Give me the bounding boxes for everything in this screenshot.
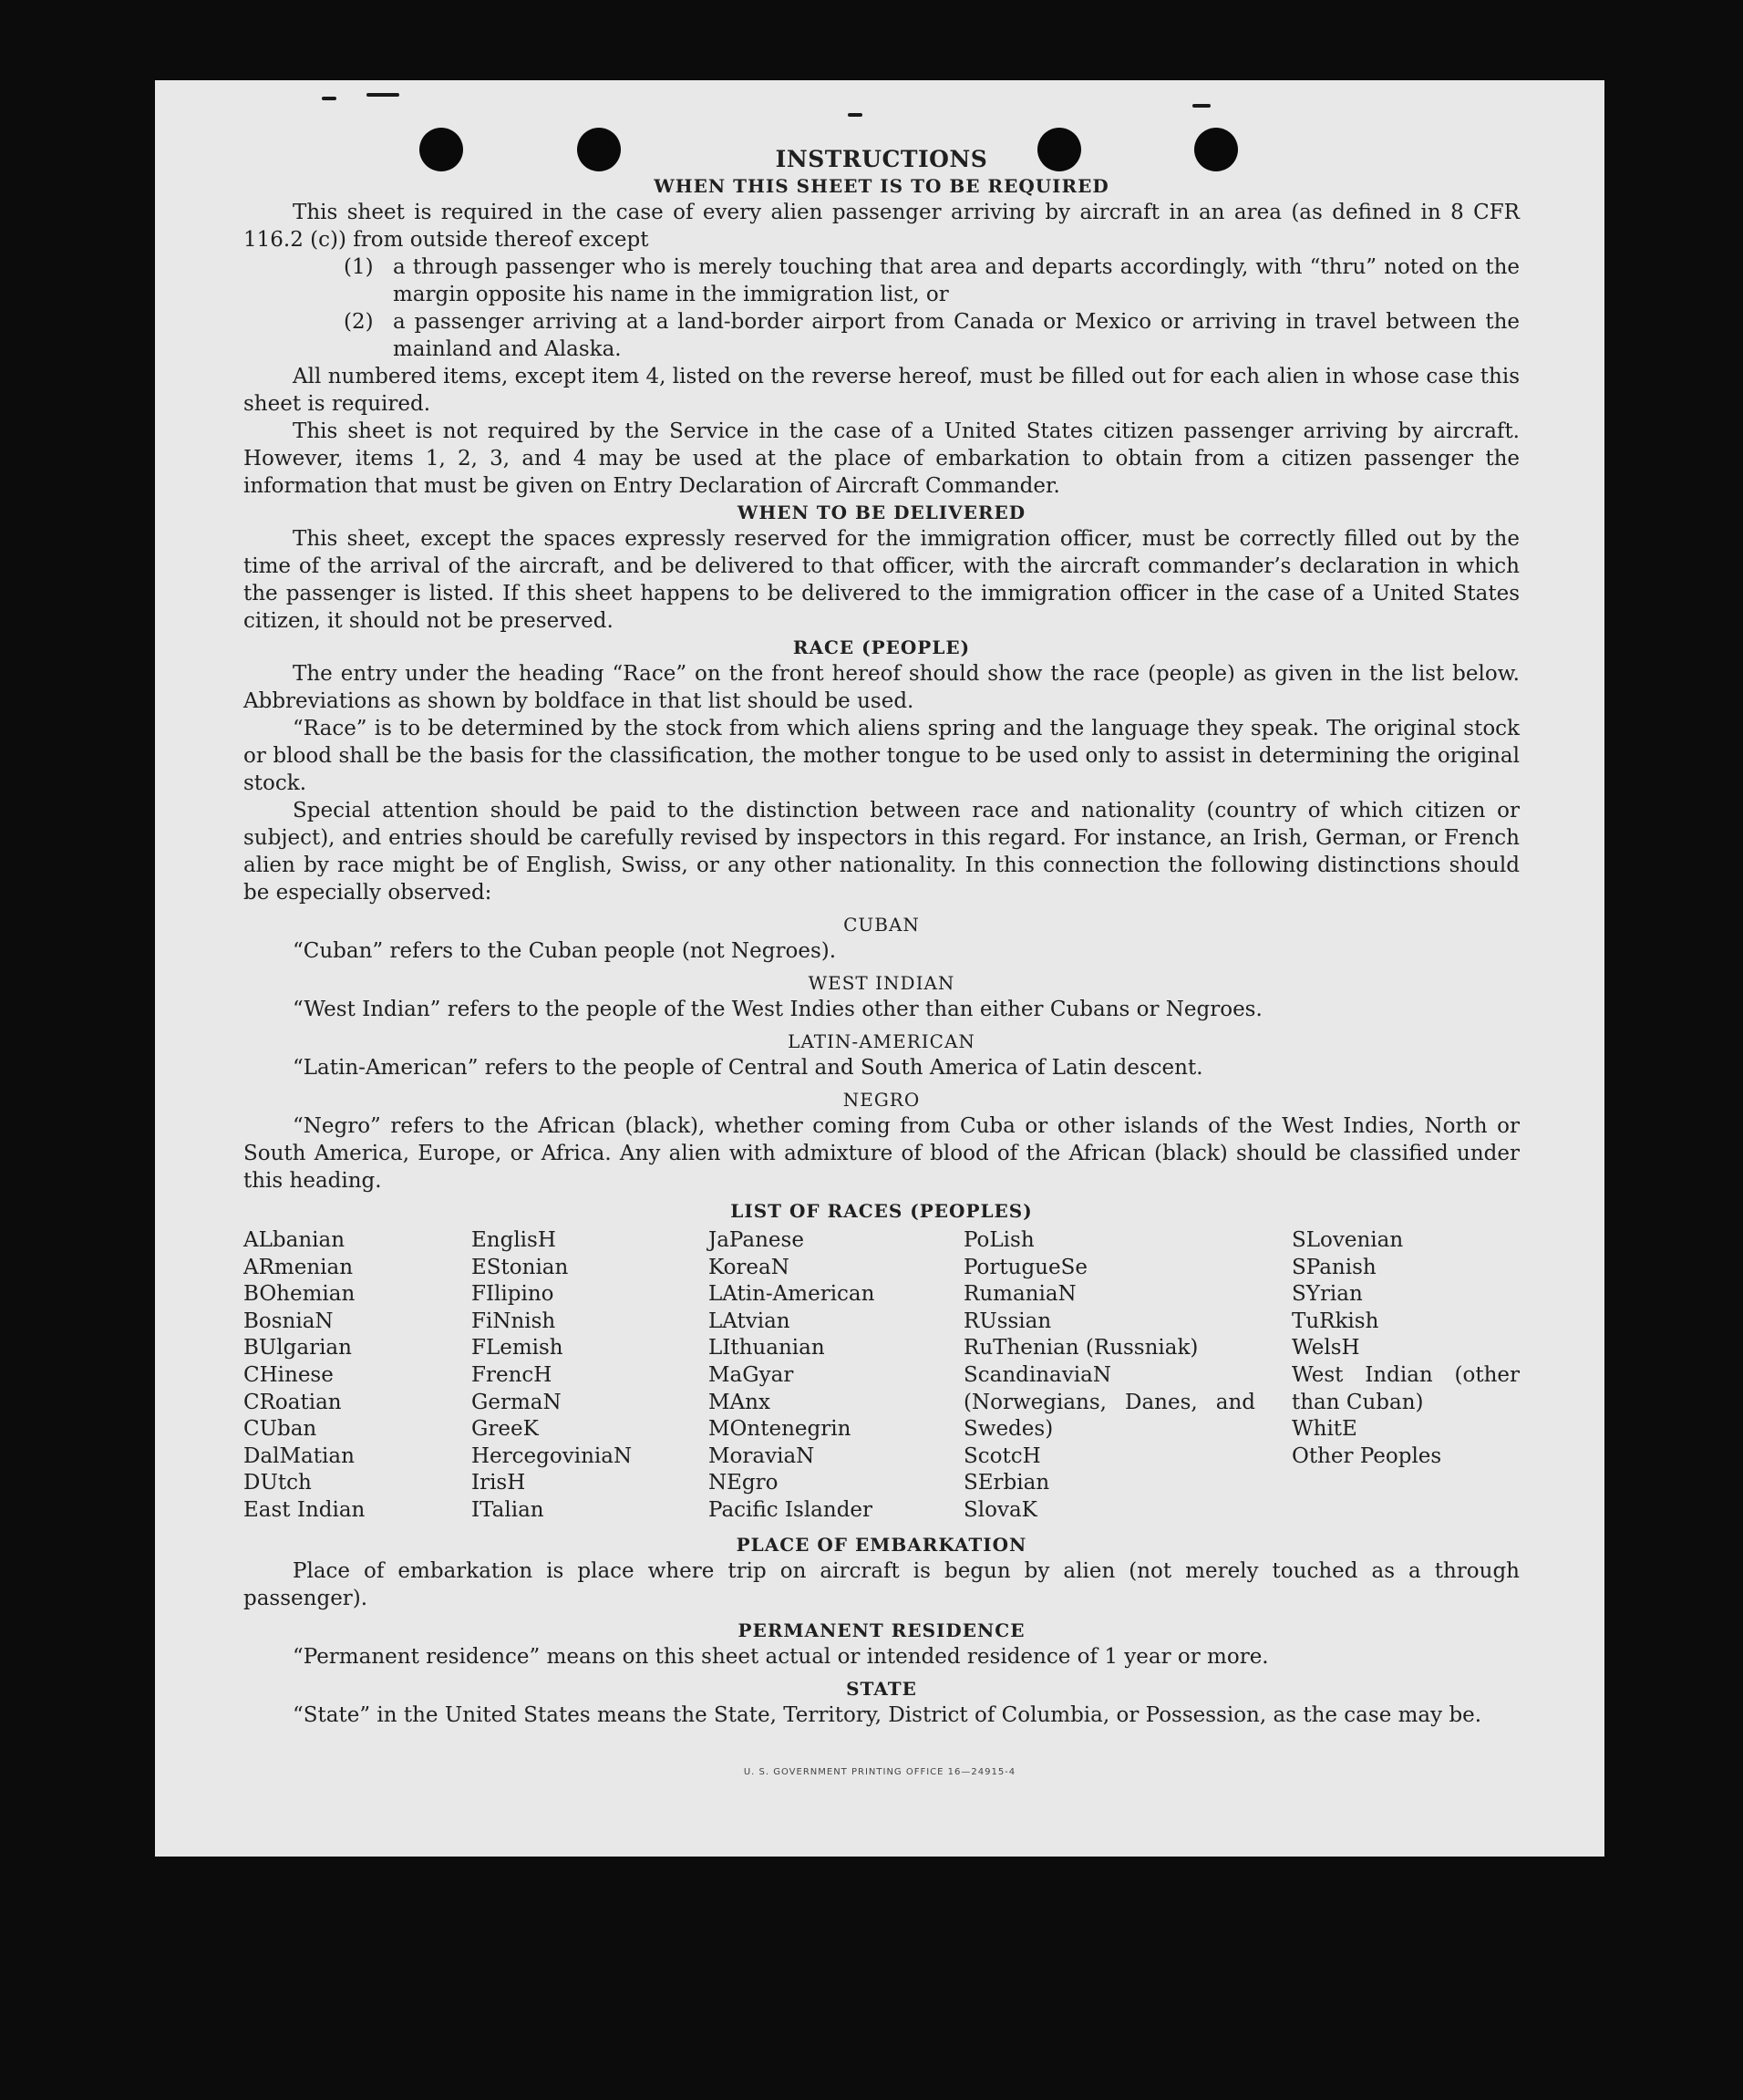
race-entry: Pacific Islander [708, 1497, 873, 1522]
race-entry: East Indian [243, 1497, 366, 1522]
race-para-3: Special attention should be paid to the distinction between race and nationality (country of which citizen or subject), and entries should be carefully revised by inspectors in this regard. For instance, an Irish, German, or French alien by race might be of English, Swiss, or any other nationality. In this connection the following distinctions should be especially observed: [243, 799, 1520, 905]
race-entry: JaPanese [708, 1228, 804, 1252]
scan-speck [848, 113, 862, 117]
cuban-para: “Cuban” refers to the Cuban people (not Negroes). [293, 939, 837, 963]
race-entry: ScotcH [964, 1443, 1041, 1468]
section-heading-residence: PERMANENT RESIDENCE [737, 1619, 1026, 1641]
section-heading-negro: NEGRO [842, 1089, 921, 1111]
race-entry: HercegoviniaN [471, 1443, 633, 1468]
section-heading-race: RACE (PEOPLE) [792, 636, 971, 658]
races-column-2 [471, 1227, 708, 1525]
embarkation-para: Place of embarkation is place where trip on aircraft is begun by alien (not merely touched as a through passenger). [243, 1558, 1520, 1610]
race-entry: DUtch [243, 1471, 312, 1495]
required-intro: This sheet is required in the case of every alien passenger arriving by aircraft in an area (as defined in 8 CFR 116.2 (c)) from outside thereof except [243, 201, 1520, 252]
exception-item-2 [344, 308, 1520, 363]
race-entry: WhitE [1292, 1417, 1357, 1442]
required-para-3: This sheet is not required by the Service in the case of a United States citizen passenger arriving by aircraft. However, items 1, 2, 3, and 4 may be used at the place of embarkation to obtain from a citizen passenger the information that must be given on Entry Declaration of Aircraft Commander. [243, 419, 1520, 498]
section-heading-embarkation: PLACE OF EMBARKATION [736, 1533, 1027, 1556]
race-entry: ALbanian [243, 1228, 346, 1252]
page-title: INSTRUCTIONS [775, 146, 988, 172]
race-entry: ITalian [471, 1497, 544, 1522]
exception-item-1 [344, 253, 1520, 308]
race-entry: BosniaN [243, 1309, 334, 1333]
negro-para: “Negro” refers to the African (black), whether coming from Cuba or other islands of the West Indies, North or South America, Europe, or Africa. Any alien with admixture of blood of the African (black) should be classified under this heading. [243, 1114, 1520, 1193]
exception-item-1-number: (1) [344, 255, 374, 279]
document-sheet [155, 80, 1604, 1857]
race-entry: KoreaN [708, 1255, 789, 1279]
race-entry: West Indian (other than Cuban) [1292, 1362, 1520, 1414]
race-entry: GermaN [471, 1390, 562, 1414]
race-entry: EStonian [471, 1255, 569, 1279]
races-column-4 [964, 1227, 1292, 1525]
state-para: “State” in the United States means the State, Territory, District of Columbia, or Possession, as the case may be. [293, 1702, 1482, 1727]
scan-speck [1192, 104, 1211, 108]
race-entry: RUssian [964, 1309, 1052, 1333]
exception-item-2-text: a passenger arriving at a land-border airport from Canada or Mexico or arriving in travel between the mainland and Alaska. [393, 310, 1520, 361]
section-heading-state: STATE [846, 1677, 917, 1700]
race-entry: IrisH [471, 1471, 526, 1495]
race-entry: SLovenian [1292, 1228, 1404, 1252]
exception-item-1-text: a through passenger who is merely touching that area and departs accordingly, with “thru” noted on the margin opposite his name in the immigration list, or [393, 255, 1520, 306]
races-list [243, 1227, 1520, 1525]
race-entry: FiNnish [471, 1309, 556, 1333]
section-heading-required: WHEN THIS SHEET IS TO BE REQUIRED [654, 175, 1109, 197]
race-entry: RumaniaN [964, 1282, 1077, 1307]
race-entry: SYrian [1292, 1282, 1363, 1307]
race-para-1: The entry under the heading “Race” on the front hereof should show the race (people) as given in the list below. Abbreviations as shown by boldface in that list should be used. [243, 662, 1520, 713]
race-entry: GreeK [471, 1417, 539, 1442]
instructions-content [243, 146, 1520, 1729]
race-entry: MOntenegrin [708, 1417, 851, 1442]
race-entry: CHinese [243, 1362, 334, 1387]
required-para-2: All numbered items, except item 4, listed on the reverse hereof, must be filled out for each alien in whose case this sheet is required. [243, 365, 1520, 416]
race-entry: MaGyar [708, 1362, 794, 1387]
race-entry: LAtvian [708, 1309, 790, 1333]
races-column-1 [243, 1227, 471, 1525]
race-entry: ARmenian [243, 1255, 354, 1279]
race-entry: SlovaK [964, 1497, 1037, 1522]
race-entry: DalMatian [243, 1443, 355, 1468]
race-entry: CUban [243, 1417, 317, 1442]
section-heading-cuban: CUBAN [843, 914, 920, 936]
race-entry: WelsH [1292, 1336, 1360, 1360]
section-heading-delivered: WHEN TO BE DELIVERED [737, 502, 1026, 523]
race-entry: SErbian [964, 1471, 1050, 1495]
west-indian-para: “West Indian” refers to the people of the West Indies other than either Cubans or Negroes. [293, 998, 1263, 1021]
section-heading-west-indian: WEST INDIAN [808, 972, 955, 994]
exception-item-2-number: (2) [344, 310, 374, 334]
race-entry: MoraviaN [708, 1443, 815, 1468]
race-entry: LAtin-American [708, 1282, 875, 1307]
scan-speck [322, 97, 336, 100]
races-column-3 [708, 1227, 964, 1525]
race-entry: PortugueSe [964, 1255, 1088, 1279]
latin-american-para: “Latin-American” refers to the people of Central and South America of Latin descent. [293, 1056, 1203, 1080]
residence-para: “Permanent residence” means on this sheet actual or intended residence of 1 year or more. [293, 1644, 1269, 1669]
race-entry: PoLish [964, 1228, 1035, 1252]
race-entry: TuRkish [1292, 1309, 1379, 1333]
delivered-para: This sheet, except the spaces expressly reserved for the immigration officer, must be correctly filled out by the time of the arrival of the aircraft, and be delivered to that officer, with the aircraft commander’s declaration in which the passenger is listed. If this sheet happens to be delivered to the immigration officer in the case of a United States citizen, it should not be preserved. [243, 527, 1520, 633]
race-entry: BOhemian [243, 1282, 356, 1307]
race-entry: LIthuanian [708, 1336, 825, 1360]
race-entry: EnglisH [471, 1228, 556, 1252]
race-entry: ScandinaviaN (Norwegians, Danes, and Swedes) [964, 1362, 1255, 1442]
race-entry: CRoatian [243, 1390, 342, 1414]
race-entry: FIlipino [471, 1282, 554, 1307]
race-entry: Other Peoples [1292, 1443, 1442, 1468]
race-entry: RuThenian (Russniak) [964, 1336, 1199, 1360]
races-column-5 [1292, 1227, 1520, 1525]
section-heading-latin-american: LATIN-AMERICAN [788, 1030, 975, 1052]
scan-speck [366, 93, 399, 97]
race-entry: FLemish [471, 1336, 563, 1360]
race-entry: BUlgarian [243, 1336, 352, 1360]
race-entry: SPanish [1292, 1255, 1377, 1279]
race-entry: FrencH [471, 1362, 552, 1387]
race-entry: NEgro [708, 1471, 779, 1495]
race-para-2: “Race” is to be determined by the stock from which aliens spring and the language they speak. The original stock or blood shall be the basis for the classification, the mother tongue to be used only to assist in determining the original stock. [243, 717, 1520, 795]
section-heading-list-of-races: LIST OF RACES (PEOPLES) [730, 1200, 1033, 1222]
printing-office-footer: U. S. GOVERNMENT PRINTING OFFICE 16—24915-4 [743, 1767, 1016, 1777]
race-entry: MAnx [708, 1390, 770, 1414]
